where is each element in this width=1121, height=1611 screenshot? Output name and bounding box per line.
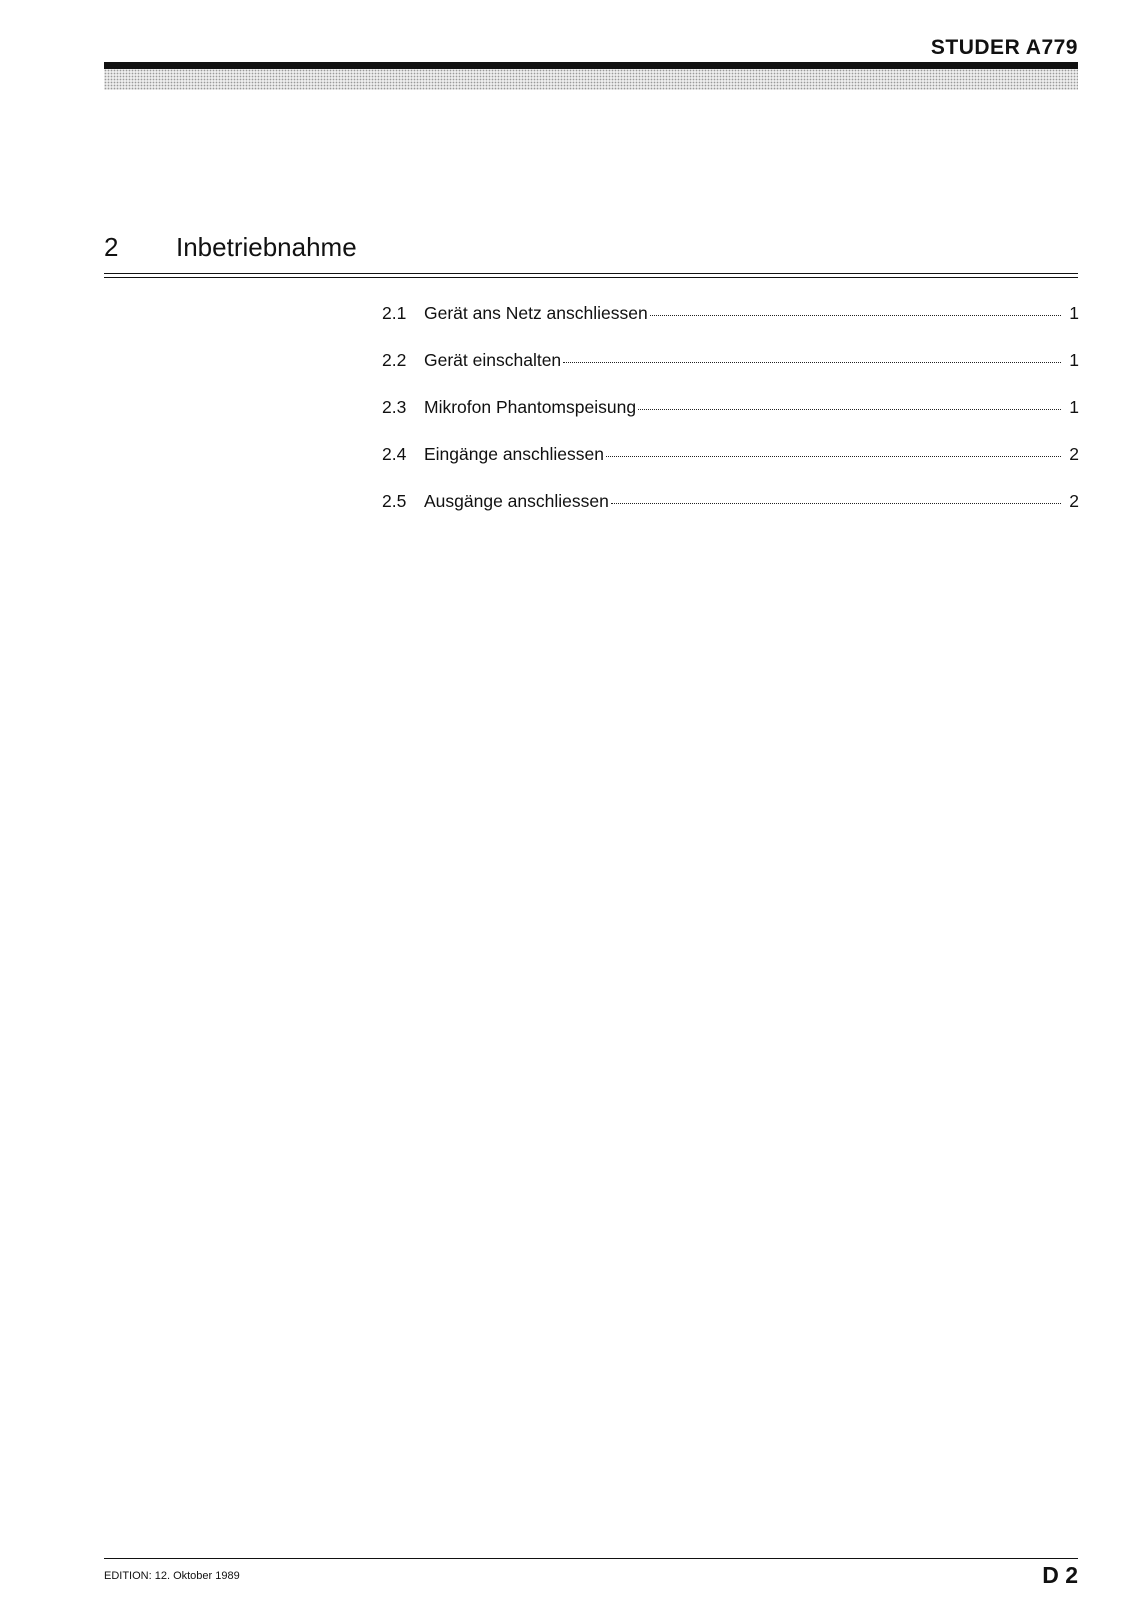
toc-entry <box>382 397 1079 444</box>
toc-entry-title: Eingänge anschliessen <box>424 444 604 464</box>
toc-entry-number: 2.1 <box>382 303 407 323</box>
toc-dot-leader <box>606 456 1061 457</box>
toc-entry-number: 2.3 <box>382 397 407 417</box>
toc-entry <box>382 444 1079 491</box>
toc-entry <box>382 303 1079 350</box>
chapter-divider <box>104 273 1078 278</box>
toc-entry-title: Ausgänge anschliessen <box>424 491 609 511</box>
toc-entry-page: 2 <box>1069 444 1079 464</box>
footer-edition: EDITION: 12. Oktober 1989 <box>104 1570 240 1582</box>
chapter-title: Inbetriebnahme <box>176 232 357 262</box>
toc-entry-page: 1 <box>1069 303 1079 323</box>
table-of-contents <box>382 303 1079 538</box>
toc-entry <box>382 350 1079 397</box>
header-bar-halftone <box>104 69 1078 90</box>
toc-dot-leader <box>650 315 1061 316</box>
footer-divider <box>104 1558 1078 1559</box>
header-bar-solid <box>104 62 1078 69</box>
toc-entry-number: 2.4 <box>382 444 407 464</box>
chapter-heading <box>104 232 1078 263</box>
toc-dot-leader <box>563 362 1061 363</box>
toc-entry-number: 2.2 <box>382 350 407 370</box>
footer-page-number: D 2 <box>1042 1562 1078 1588</box>
toc-entry-page: 1 <box>1069 397 1079 417</box>
toc-dot-leader <box>638 409 1061 410</box>
toc-entry-title: Gerät ans Netz anschliessen <box>424 303 648 323</box>
toc-entry-page: 1 <box>1069 350 1079 370</box>
toc-dot-leader <box>611 503 1061 504</box>
toc-entry-number: 2.5 <box>382 491 407 511</box>
toc-entry-title: Mikrofon Phantomspeisung <box>424 397 637 417</box>
toc-entry <box>382 491 1079 538</box>
header-bar <box>104 62 1078 90</box>
document-header-title: STUDER A779 <box>930 36 1078 59</box>
toc-entry-page: 2 <box>1069 491 1079 511</box>
toc-entry-title: Gerät einschalten <box>424 350 562 370</box>
chapter-number: 2 <box>104 232 119 262</box>
